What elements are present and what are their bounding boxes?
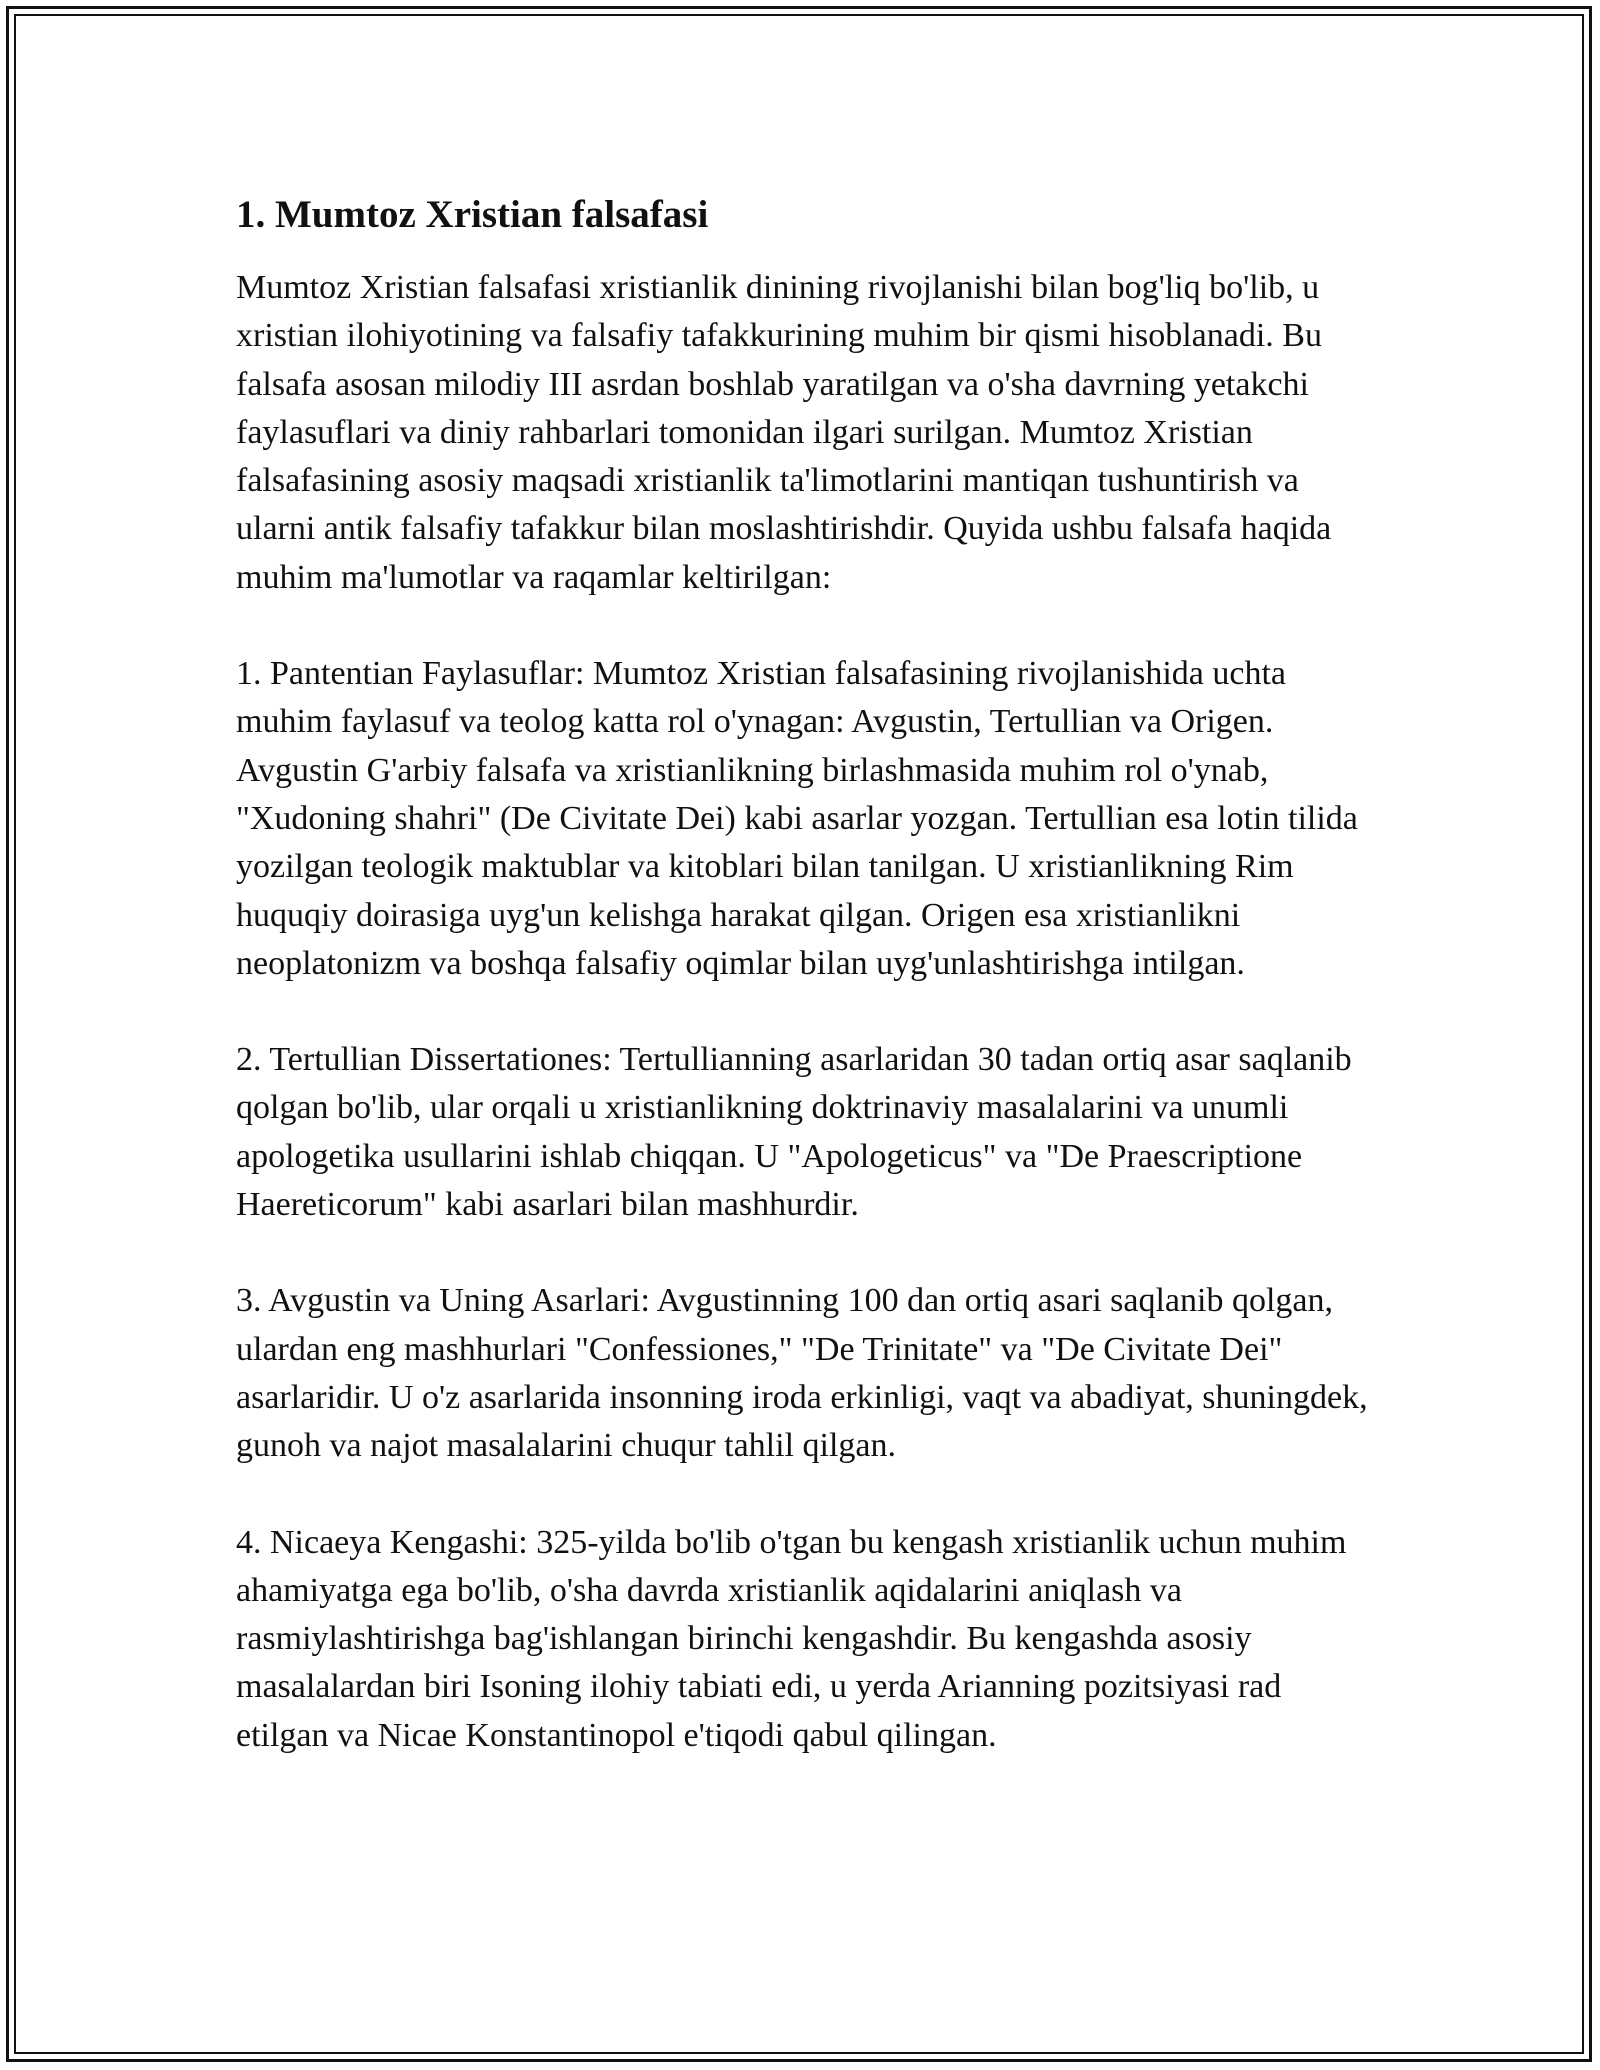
list-item-1-paragraph: 1. Pantentian Faylasuflar: Mumtoz Xristian falsafasining rivojlanishida uchta muhim faylasuf va teolog katta rol o'ynagan: Avgustin, Tertullian va Origen. Avgustin G'arbiy falsafa va xristianlikning birlashmasida muhim rol o'ynab, "Xudoning shahri" (De Civitate Dei) kabi asarlar yozgan. Tertullian esa lotin tilida yozilgan teologik maktublar va kitoblari bilan tanilgan. U xristianlikning Rim huquqiy doirasiga uyg'un kelishga harakat qilgan. Origen esa xristianlikni neoplatonizm va boshqa falsafiy oqimlar bilan uyg'unlashtirishga intilgan.: [236, 655, 1358, 982]
document-body: [236, 186, 1376, 1808]
list-item-2-paragraph: 2. Tertullian Dissertationes: Tertullianning asarlaridan 30 tadan ortiq asar saqlanib qolgan bo'lib, ular orqali u xristianlikning doktrinaviy masalalarini va unumli apologetika usullarini ishlab chiqqan. U "Apologeticus" va "De Praescriptione Haereticorum" kabi asarlari bilan mashhurdir.: [236, 1041, 1352, 1224]
intro-paragraph: Mumtoz Xristian falsafasi xristianlik dinining rivojlanishi bilan bog'liq bo'lib, u xristian ilohiyotining va falsafiy tafakkurining muhim bir qismi hisoblanadi. Bu falsafa asosan milodiy III asrdan boshlab yaratilgan va o'sha davrning yetakchi faylasuflari va diniy rahbarlari tomonidan ilgari surilgan. Mumtoz Xristian falsafasining asosiy maqsadi xristianlik ta'limotlarini mantiqan tushuntirish va ularni antik falsafiy tafakkur bilan moslashtirishdir. Quyida ushbu falsafa haqida muhim ma'lumotlar va raqamlar keltirilgan:: [236, 269, 1332, 596]
list-item-3-paragraph: 3. Avgustin va Uning Asarlari: Avgustinning 100 dan ortiq asari saqlanib qolgan, ulardan eng mashhurlari "Confessiones," "De Trinitate" va "De Civitate Dei" asarlaridir. U o'z asarlarida insonning iroda erkinligi, vaqt va abadiyat, shuningdek, gunoh va najot masalalarini chuqur tahlil qilgan.: [236, 1282, 1368, 1465]
list-item-4-paragraph: 4. Nicaeya Kengashi: 325-yilda bo'lib o'tgan bu kengash xristianlik uchun muhim ahamiyatga ega bo'lib, o'sha davrda xristianlik aqidalarini aniqlash va rasmiylashtirishga bag'ishlangan birinchi kengashdir. Bu kengashda asosiy masalalardan biri Isoning ilohiy tabiati edi, u yerda Arianning pozitsiyasi rad etilgan va Nicae Konstantinopol e'tiqodi qabul qilingan.: [236, 1523, 1347, 1754]
document-title: 1. Mumtoz Xristian falsafasi: [236, 193, 709, 236]
